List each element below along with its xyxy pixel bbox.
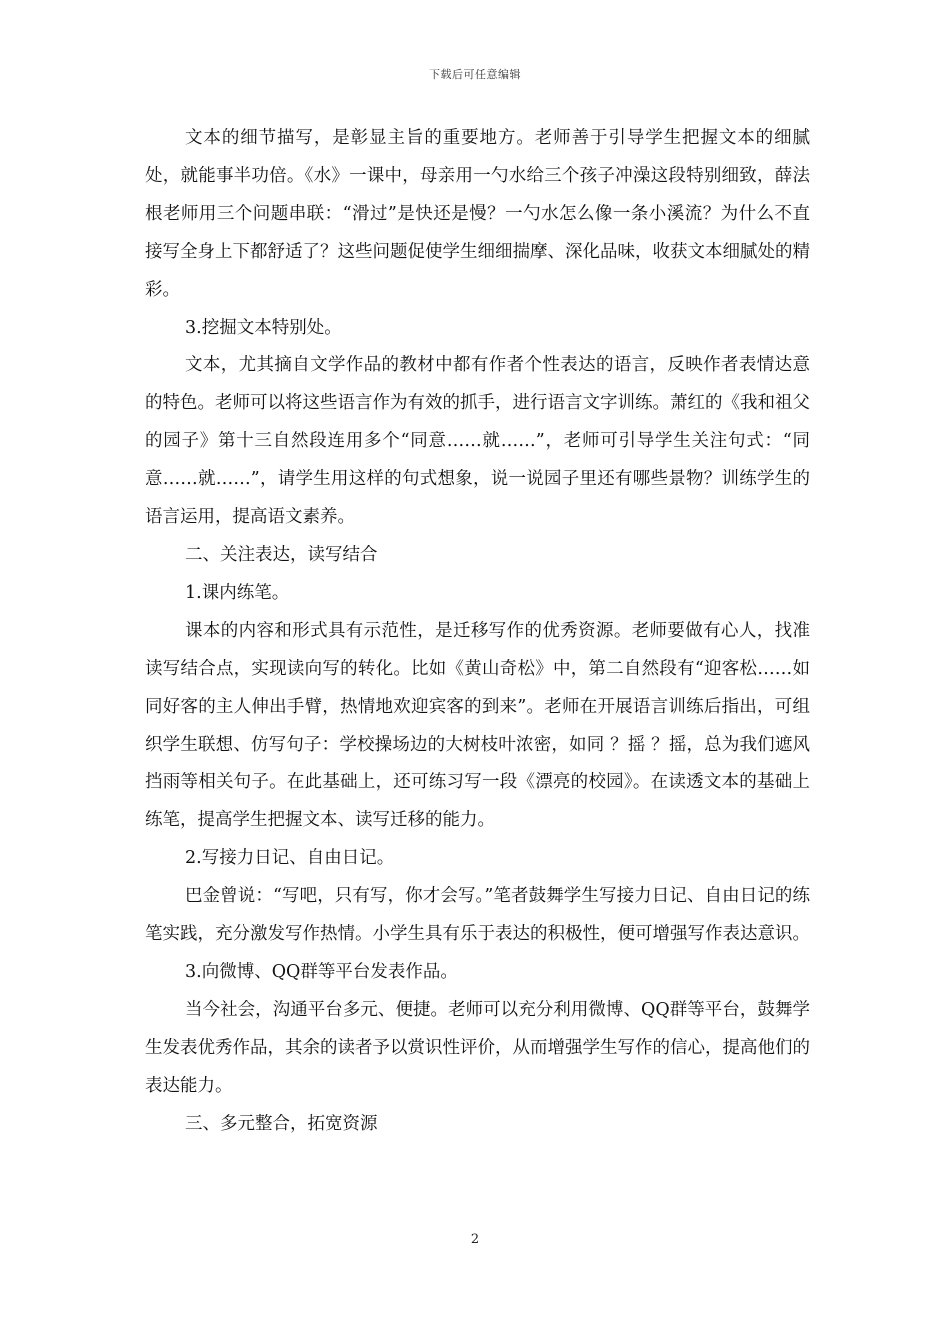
paragraph-detail-description: 文本的细节描写，是彰显主旨的重要地方。老师善于引导学生把握文本的细腻处，就能事半功倍。《水》一课中，母亲用一勺水给三个孩子冲澡这段特别细致，薛法根老师用三个问题串联：“滑过”是快还是慢？一勺水怎么像一条小溪流？为什么不直接写全身上下都舒适了？这些问题促使学生细细揣摩、深化品味，收获文本细腻处的精彩。 [145,128,810,300]
subheading-online-platforms: 3.向微博、QQ群等平台发表作品。 [185,961,458,982]
section-heading-integration: 三、多元整合，拓宽资源 [185,1113,378,1134]
paragraph-textbook-resources: 课本的内容和形式具有示范性，是迁移写作的优秀资源。老师要做有心人，找准读写结合点，实现读向写的转化。比如《黄山奇松》中，第二自然段有“迎客松……如同好客的主人伸出手臂，热情地欢迎宾客的到来”。老师在开展语言训练后指出，可组织学生联想、仿写句子：学校操场边的大树枝叶浓密，如同 ？摇 ？摇，总为我们遮风挡雨等相关句子。在此基础上，还可练习写一段《漂亮的校园》。在读透文本的基础上练笔，提高学生把握文本、读写迁移的能力。 [145,620,810,831]
subheading-in-class-writing: 1.课内练笔。 [185,582,290,603]
paragraph-author-language: 文本，尤其摘自文学作品的教材中都有作者个性表达的语言，反映作者表情达意的特色。老师可以将这些语言作为有效的抓手，进行语言文字训练。萧红的《我和祖父的园子》第十三自然段连用多个“同意……就……”，老师可引导学生关注句式：“同意……就……”，请学生用这样的句式想象，说一说园子里还有哪些景物？训练学生的语言运用，提高语文素养。 [145,355,810,528]
page-number: 2 [470,1232,480,1247]
subheading-diaries: 2.写接力日记、自由日记。 [185,848,395,869]
section-heading-expression: 二、关注表达，读写结合 [185,544,378,565]
paragraph-communication-platforms: 当今社会，沟通平台多元、便捷。老师可以充分利用微博、QQ群等平台，鼓舞学生发表优秀作品，其余的读者予以赏识性评价，从而增强学生写作的信心，提高他们的表达能力。 [145,999,810,1096]
paragraph-ba-jin-quote: 巴金曾说：“写吧，只有写，你才会写。”笔者鼓舞学生写接力日记、自由日记的练笔实践，充分激发写作热情。小学生具有乐于表达的积极性，便可增强写作表达意识。 [145,886,810,945]
header-note: 下载后可任意编辑 [429,68,521,81]
document-body [145,120,810,1143]
subheading-special-places: 3.挖掘文本特别处。 [185,317,342,338]
